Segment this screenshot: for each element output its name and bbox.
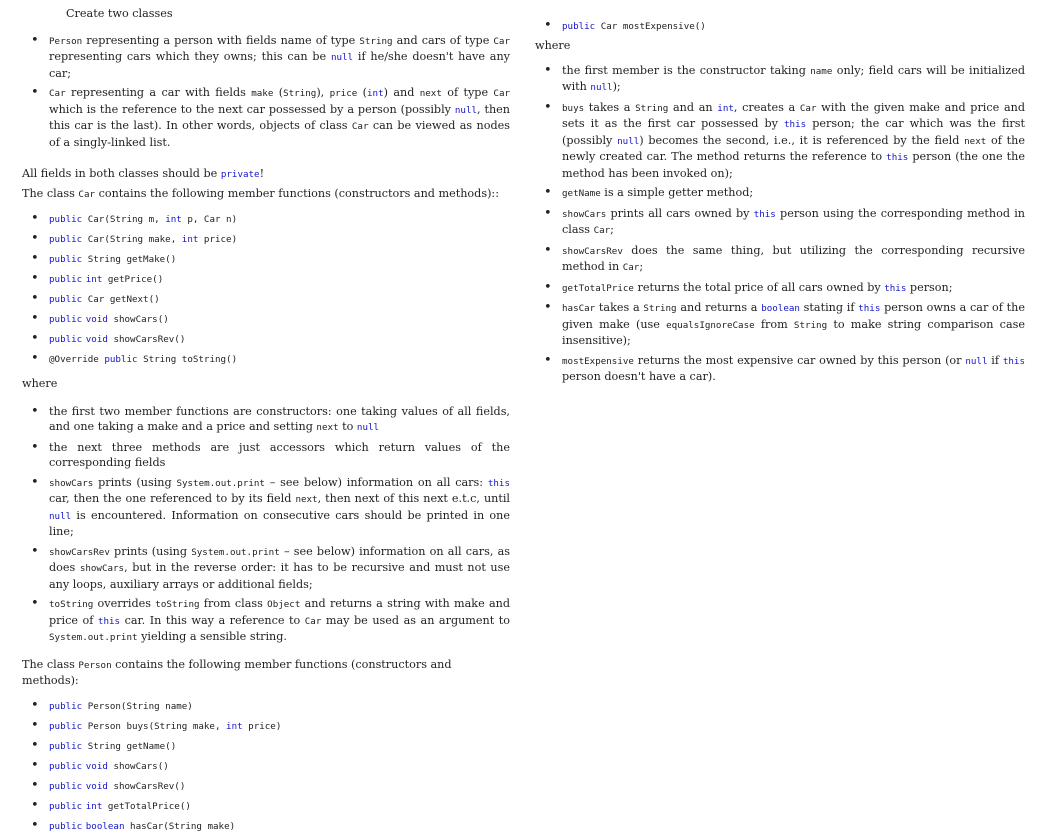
list-item: • public Car(String make, int price) <box>22 229 510 249</box>
left-column <box>22 0 510 836</box>
right-column <box>535 0 1025 389</box>
car-intro: The class Car contains the following member functions (constructors and methods):: <box>22 186 499 200</box>
class-list <box>22 33 510 151</box>
list-item: • public Person(String name) <box>22 696 510 716</box>
private-note: All fields in both classes should be private! <box>22 167 265 180</box>
list-item: • public Car getNext() <box>22 289 510 309</box>
list-item: • public void showCars() <box>22 756 510 776</box>
list-item: • Car representing a car with fields make (String), price (int) and next of type Car which is the reference to the next car possessed by a person (possibly null, then this car is the last). In other words, objects of class Car can be viewed as nodes of a singly-linked list. <box>22 85 510 150</box>
list-item: • getTotalPrice returns the total price of all cars owned by this person; <box>535 280 1025 297</box>
list-item: • buys takes a String and an int, creates a Car with the given make and price and sets it as the first car possessed by this person; the car which was the first (possibly null) becomes the second, i.e., it is referenced by the field next of the newly created car. The method returns the reference to this person (the one the method has been invoked on); <box>535 100 1025 182</box>
list-item: • showCars prints (using System.out.print – see below) information on all cars: this car, then the one referenced to by its field next, then next of this next e.t.c, until null is encountered. Information on consecutive cars should be printed in one line; <box>22 475 510 540</box>
list-item: • public void showCarsRev() <box>22 776 510 796</box>
list-item: • public int getTotalPrice() <box>22 796 510 816</box>
intro-text: Create two classes <box>66 7 173 20</box>
list-item: • public Person buys(String make, int price) <box>22 716 510 736</box>
list-item: • hasCar takes a String and returns a boolean stating if this person owns a car of the given make (use equalsIgnoreCase from String to make string comparison case insensitive); <box>535 300 1025 349</box>
list-item: • showCarsRev does the same thing, but utilizing the corresponding recursive method in Car; <box>535 243 1025 276</box>
list-item: • getName is a simple getter method; <box>535 185 1025 202</box>
list-item: • the first two member functions are constructors: one taking values of all fields, and one taking a make and a price and setting next to null <box>22 404 510 436</box>
list-item: • public void showCars() <box>22 309 510 329</box>
car-method-list <box>22 209 510 369</box>
list-item: • public int getPrice() <box>22 269 510 289</box>
list-item: • Person representing a person with fields name of type String and cars of type Car representing cars which they owns; this can be null if he/she doesn't have any car; <box>22 33 510 82</box>
person-description-list <box>535 63 1025 385</box>
list-item: • public String getName() <box>22 736 510 756</box>
list-item: • the next three methods are just accessors which return values of the corresponding fields <box>22 440 510 471</box>
list-item: • toString overrides toString from class Object and returns a string with make and price of this car. In this way a reference to Car may be used as an argument to System.out.print yielding a sensible string. <box>22 596 510 646</box>
person-intro: The class Person contains the following member functions (constructors and methods): <box>22 657 452 687</box>
list-item: • @Override public String toString() <box>22 349 510 369</box>
list-item: • public Car mostExpensive() <box>535 16 1025 36</box>
car-description-list <box>22 404 510 646</box>
person-method-list-continued <box>535 16 1025 36</box>
list-item: • mostExpensive returns the most expensive car owned by this person (or null if this person doesn't have a car). <box>535 353 1025 385</box>
list-item: • showCarsRev prints (using System.out.print – see below) information on all cars, as does showCars, but in the reverse order: it has to be recursive and must not use any loops, auxiliary arrays or additional fields; <box>22 544 510 593</box>
list-item: • showCars prints all cars owned by this person using the corresponding method in class Car; <box>535 206 1025 239</box>
where-label: where <box>22 377 58 390</box>
person-method-list <box>22 696 510 836</box>
list-item: • public void showCarsRev() <box>22 329 510 349</box>
list-item: • public boolean hasCar(String make) <box>22 816 510 836</box>
list-item: • public Car(String m, int p, Car n) <box>22 209 510 229</box>
list-item: • the first member is the constructor taking name only; field cars will be initialized with null); <box>535 63 1025 96</box>
list-item: • public String getMake() <box>22 249 510 269</box>
where-label: where <box>535 39 571 52</box>
